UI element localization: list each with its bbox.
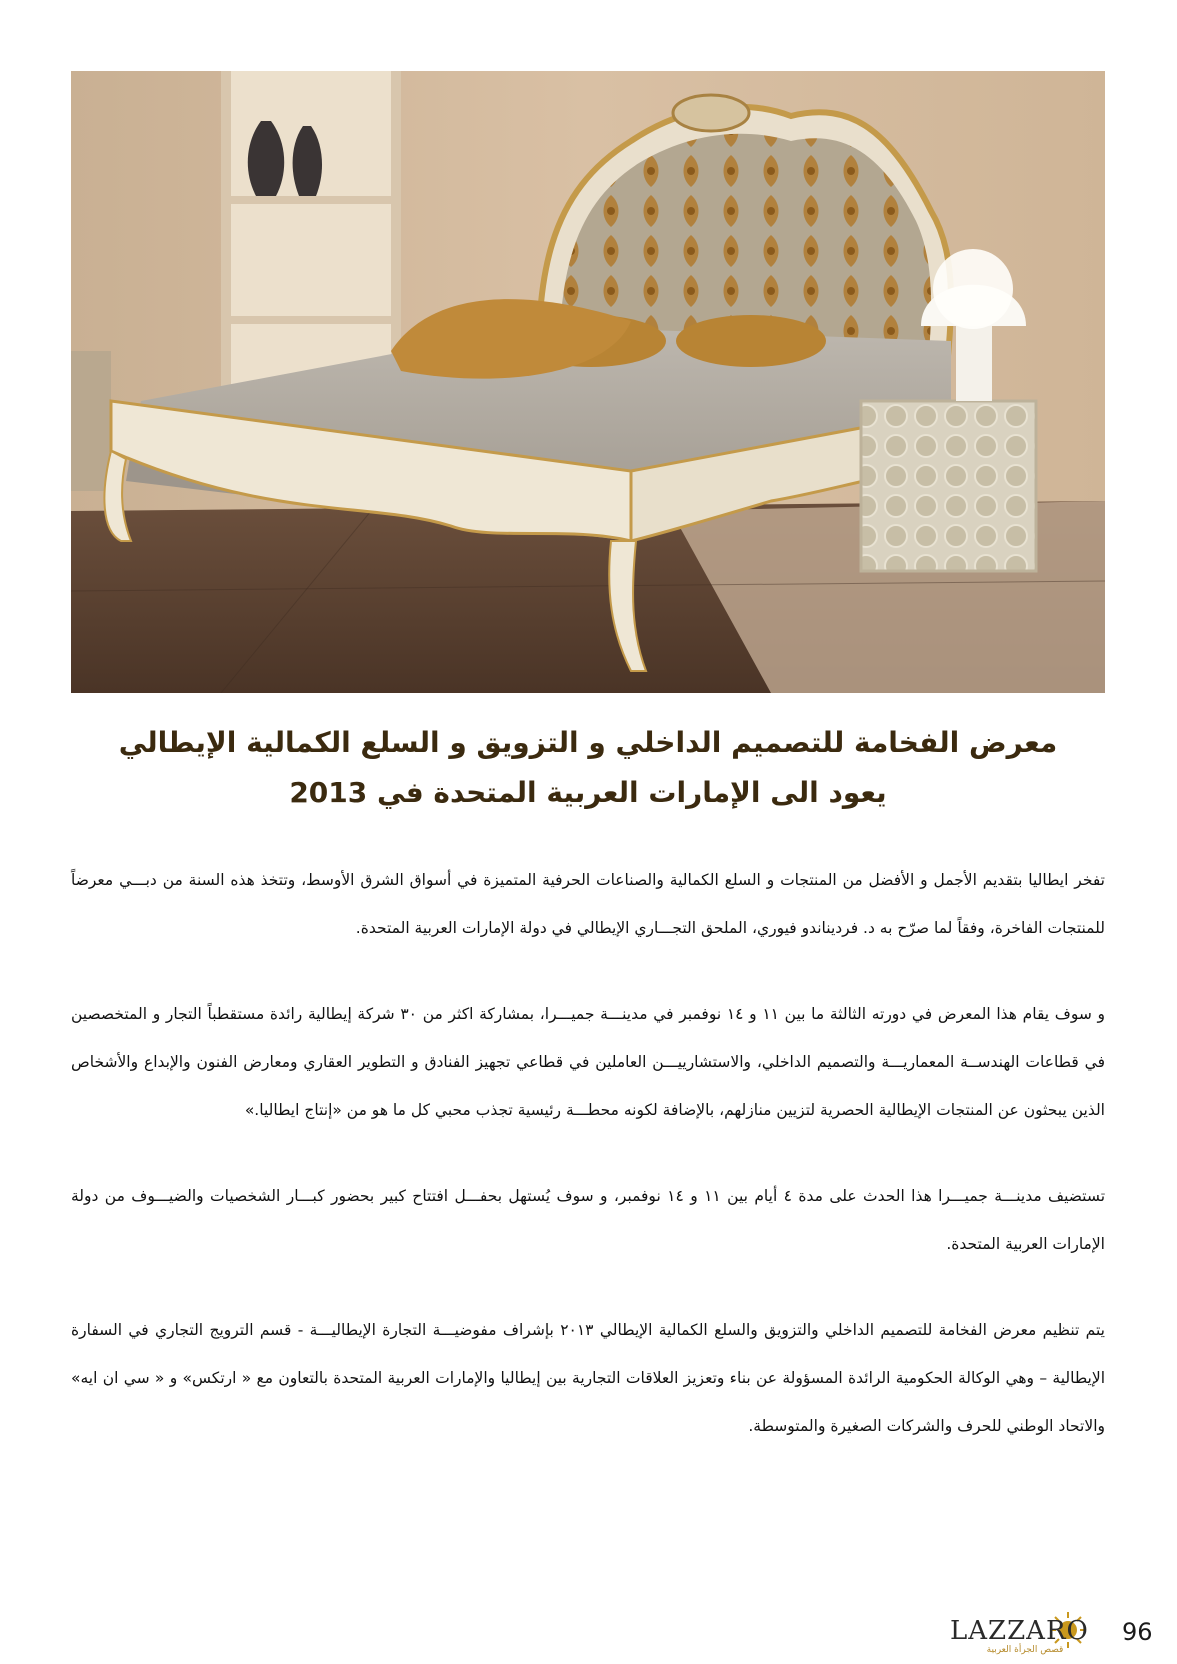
paragraph-2: و سوف يقام هذا المعرض في دورته الثالثة ما بين ١١ و ١٤ نوفمبر في مدينـــة جميـــرا، بمشاركة اكثر من ٣٠ شركة إيطالية رائدة مستقطباً التجار و المتخصصين في قطاعات الهندســة المعماريـــة والتصميم الداخلي، والاستشارييـــن العاملين في قطاعي تجهيز الفنادق و التطوير العقاري ومعارض الفنون والإبداع والأشخاص الذين يبحثون عن المنتجات الإيطالية الحصرية لتزيين منازلهم، بالإضافة لكونه محطـــة رئيسية تجذب محبي كل ما هو من «إنتاج ايطاليا.»	[71, 1005, 1106, 1119]
page-number: 96	[1122, 1618, 1153, 1646]
brand-tagline: قصص الجرأة العربية	[986, 1645, 1064, 1655]
article-headline	[71, 718, 1105, 818]
bedroom-illustration	[71, 71, 1105, 693]
article-body	[71, 856, 1105, 1488]
paragraph-1: تفخر ايطاليا بتقديم الأجمل و الأفضل من المنتجات و السلع الكمالية والصناعات الحرفية المتميزة في أسواق الشرق الأوسط، وتتخذ هذه السنة من دبـــي معرضاً للمنتجات الفاخرة، وفقاً لما صرّح به د. فرديناندو فيوري، الملحق التجـــاري الإيطالي في دولة الإمارات العربية المتحدة.	[71, 871, 1105, 937]
paragraph-4: يتم تنظيم معرض الفخامة للتصميم الداخلي والتزويق والسلع الكمالية الإيطالي ٢٠١٣ بإشراف مفوضيـــة التجارة الإيطاليـــة - قسم الترويج التجاري في السفارة الإيطالية – وهي الوكالة الحكومية الرائدة المسؤولة عن بناء وتعزيز العلاقات التجارية بين إيطاليا والإمارات العربية المتحدة بالتعاون مع « ارتكس» و « سي ان ايه» والاتحاد الوطني للحرف والشركات الصغيرة والمتوسطة.	[71, 1321, 1105, 1435]
paragraph-3: تستضيف مدينـــة جميـــرا هذا الحدث على مدة ٤ أيام بين ١١ و ١٤ نوفمبر، و سوف يُستهل بحفـــل افتتاح كبير بحضور كبـــار الشخصيات والضيـــوف من دولة الإمارات العربية المتحدة.	[71, 1187, 1106, 1253]
brand-name: LAZZARO	[950, 1616, 1089, 1646]
headline-line-2: يعود الى الإمارات العربية المتحدة في 2013	[289, 776, 887, 809]
hero-bedroom-photo	[71, 71, 1105, 693]
page-footer	[940, 1612, 1160, 1658]
headline-line-1: معرض الفخامة للتصميم الداخلي و التزويق و السلع الكمالية الإيطالي	[118, 726, 1058, 759]
